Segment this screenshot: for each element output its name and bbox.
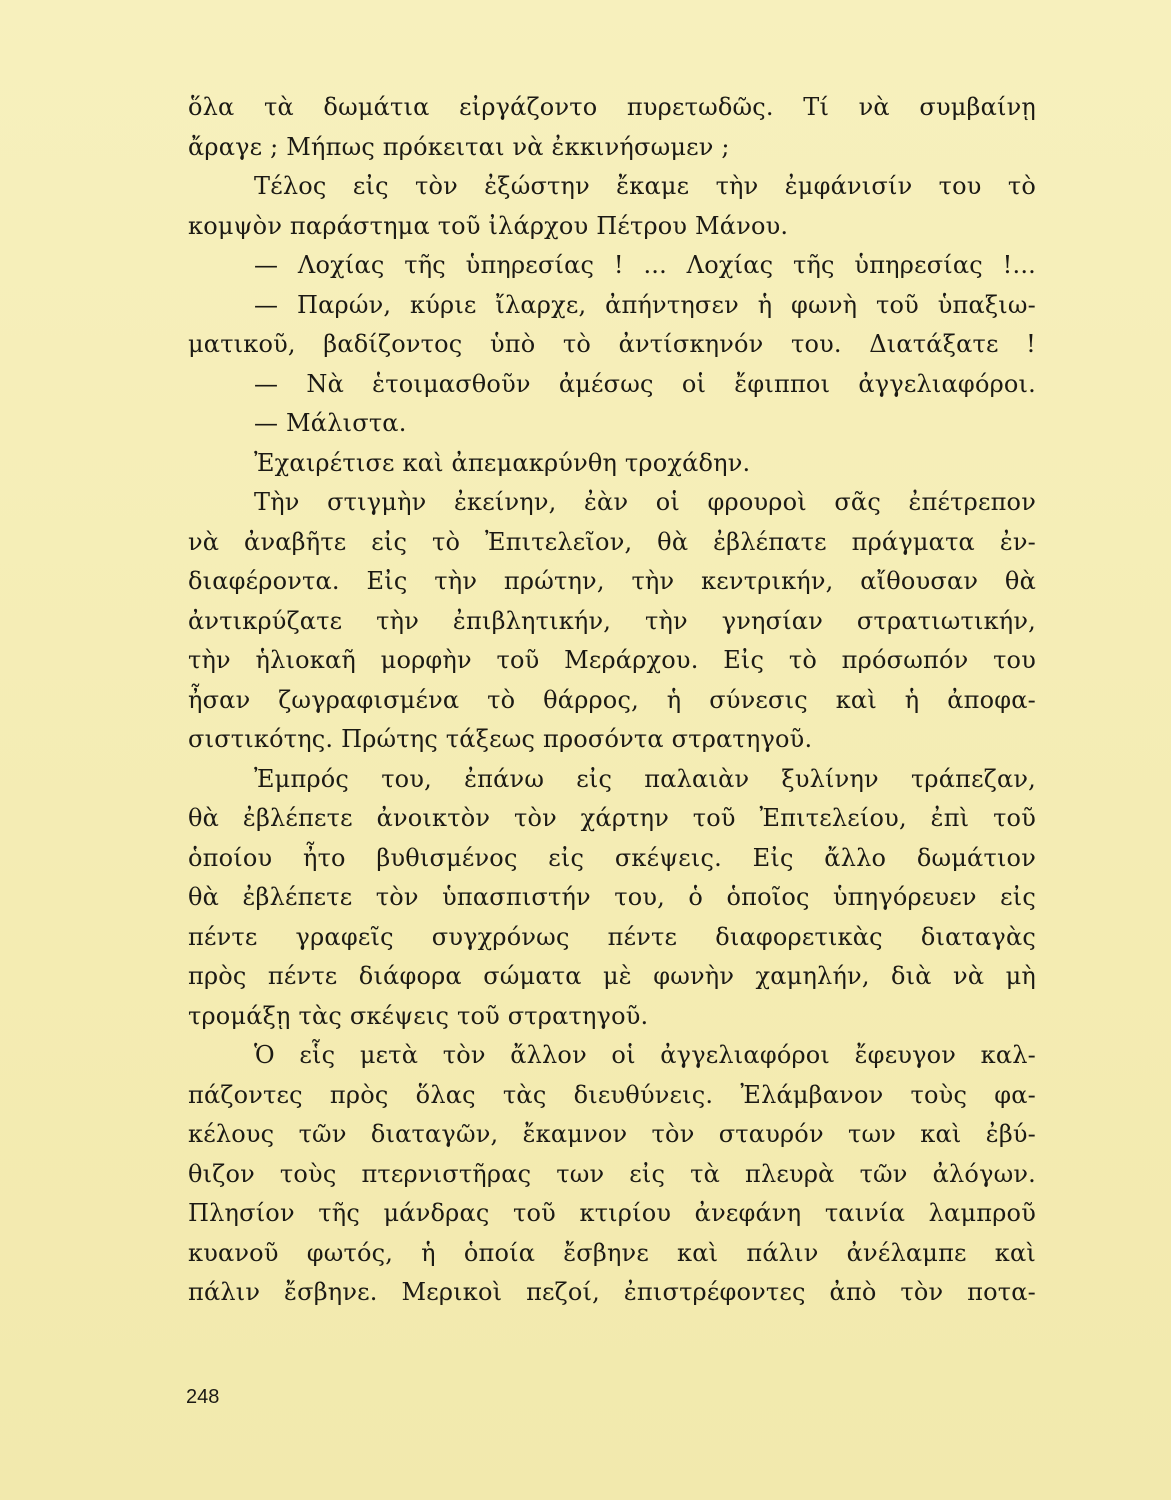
text-line: διαφέροντα. Εἰς τὴν πρώτην, τὴν κεντρικήν, αἴθουσαν θὰ	[188, 567, 1036, 595]
text-line: ἄραγε ; Μήπως πρόκειται νὰ ἐκκινήσωμεν ;	[188, 132, 730, 161]
text-line: πάζοντες πρὸς ὅλας τὰς διευθύνεις. Ἐλάμβανον τοὺς φα-	[188, 1080, 1036, 1109]
text-line: Ἐχαιρέτισε καὶ ἀπεμακρύνθη τροχάδην.	[254, 448, 751, 477]
text-line: — Λοχίας τῆς ὑπηρεσίας ! ... Λοχίας τῆς ὑπηρεσίας !...	[254, 251, 1036, 279]
text-line: πέντε γραφεῖς συγχρόνως πέντε διαφορετικὰς διαταγὰς	[188, 922, 1036, 951]
page-text	[188, 88, 1036, 1313]
text-line: τὴν ἡλιοκαῆ μορφὴν τοῦ Μεράρχου. Εἰς τὸ πρόσωπόν του	[188, 646, 1036, 674]
text-line: Πλησίον τῆς μάνδρας τοῦ κτιρίου ἀνεφάνη ταινία λαμπροῦ	[188, 1199, 1036, 1227]
text-line: ἀντικρύζατε τὴν ἐπιβλητικήν, τὴν γνησίαν στρατιωτικήν,	[188, 606, 1036, 635]
text-line: θὰ ἐβλέπετε ἀνοικτὸν τὸν χάρτην τοῦ Ἐπιτελείου, ἐπὶ τοῦ	[188, 804, 1036, 832]
text-line: — Παρών, κύριε ἴλαρχε, ἀπήντησεν ἡ φωνὴ τοῦ ὑπαξιω-	[254, 290, 1036, 319]
text-line: θιζον τοὺς πτερνιστῆρας των εἰς τὰ πλευρὰ τῶν ἀλόγων.	[188, 1159, 1036, 1188]
text-line: — Νὰ ἑτοιμασθοῦν ἀμέσως οἱ ἔφιπποι ἀγγελιαφόροι.	[254, 369, 1036, 398]
text-line: νὰ ἀναβῆτε εἰς τὸ Ἐπιτελεῖον, θὰ ἐβλέπατε πράγματα ἐν-	[188, 527, 1036, 556]
text-line: Ἐμπρός του, ἐπάνω εἰς παλαιὰν ξυλίνην τράπεζαν,	[254, 764, 1036, 793]
text-line: τρομάξῃ τὰς σκέψεις τοῦ στρατηγοῦ.	[188, 1001, 649, 1030]
text-line: Ὁ εἷς μετὰ τὸν ἄλλον οἱ ἀγγελιαφόροι ἔφευγον καλ-	[254, 1041, 1036, 1069]
text-line: κυανοῦ φωτός, ἡ ὁποία ἔσβηνε καὶ πάλιν ἀνέλαμπε καὶ	[188, 1238, 1036, 1267]
text-line: θὰ ἐβλέπετε τὸν ὑπασπιστήν του, ὁ ὁποῖος ὑπηγόρευεν εἰς	[188, 883, 1036, 911]
text-line: κέλους τῶν διαταγῶν, ἔκαμνον τὸν σταυρόν των καὶ ἐβύ-	[188, 1120, 1036, 1148]
text-line: πρὸς πέντε διάφορα σώματα μὲ φωνὴν χαμηλήν, διὰ νὰ μὴ	[188, 962, 1036, 990]
text-line: πάλιν ἔσβηνε. Μερικοὶ πεζοί, ἐπιστρέφοντες ἀπὸ τὸν ποτα-	[188, 1278, 1036, 1306]
text-line: Τέλος εἰς τὸν ἐξώστην ἔκαμε τὴν ἐμφάνισίν του τὸ	[254, 172, 1036, 200]
text-line: ἦσαν ζωγραφισμένα τὸ θάρρος, ἡ σύνεσις καὶ ἡ ἀποφα-	[188, 685, 1036, 714]
text-line: Τὴν στιγμὴν ἐκείνην, ἐὰν οἱ φρουροὶ σᾶς ἐπέτρεπον	[254, 488, 1036, 516]
text-line: ὁποίου ἦτο βυθισμένος εἰς σκέψεις. Εἰς ἄλλο δωμάτιον	[188, 843, 1036, 872]
text-line: κομψὸν παράστημα τοῦ ἰλάρχου Πέτρου Μάνου.	[188, 211, 789, 240]
text-line: σιστικότης. Πρώτης τάξεως προσόντα στρατηγοῦ.	[188, 725, 813, 753]
text-line: — Μάλιστα.	[254, 409, 407, 437]
text-line: ματικοῦ, βαδίζοντος ὑπὸ τὸ ἀντίσκηνόν του. Διατάξατε !	[188, 330, 1036, 358]
text-line: ὅλα τὰ δωμάτια εἰργάζοντο πυρετωδῶς. Τί νὰ συμβαίνῃ	[188, 93, 1036, 121]
page-number: 248	[186, 1386, 220, 1408]
